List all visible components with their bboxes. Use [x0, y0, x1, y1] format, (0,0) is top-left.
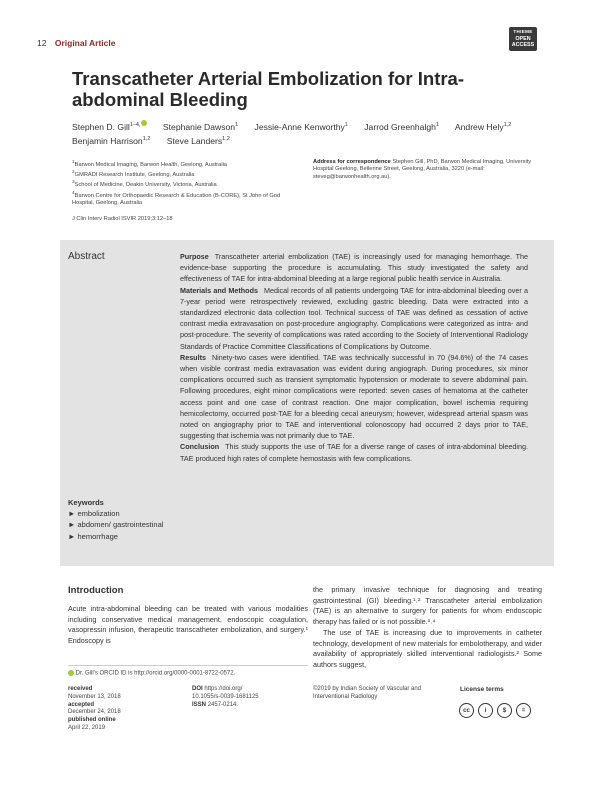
correspondence-text: Stephen Gill, PhD, Barwon Medical Imaging, University Hospital Geelong, Bellerine Street, Geelong, Australia, 3220 (e-mail: steveg@barwonhealth.org.au).	[313, 159, 532, 180]
orcid-icon	[68, 670, 74, 676]
intro-right-column: the primary invasive technique for diagnosing and treating gastrointestinal (GI) bleeding.¹˒² Transcatheter arterial embolization (TAE) is an alternative to surgery for patients for whom endoscopic therapy has failed or is not possible.³˒⁴ The use of TAE is increasing due to improvements in catheter technology, development of new materials for embolotherapy, and wider availability of appropriately skilled interventional radiologists.² Some authors suggest,	[313, 585, 542, 669]
nc-icon: $	[497, 703, 512, 718]
badge-line2: ACCESS	[511, 42, 535, 49]
badge-publisher: THIEME	[513, 29, 533, 35]
license-heading: License terms	[460, 686, 504, 693]
correspondence-label: Address for correspondence	[313, 159, 391, 165]
section-label: Original Article	[54, 38, 116, 48]
keyword: ► hemorrhage	[68, 531, 118, 541]
journal-citation: J Clin Interv Radiol ISVIR 2019;3:12–18	[72, 216, 173, 222]
copyright: ©2019 by Indian Society of Vascular and Interventional Radiology	[313, 686, 422, 700]
orcid-icon[interactable]	[141, 120, 147, 126]
keywords	[68, 497, 168, 542]
abstract-body	[180, 251, 528, 464]
doi-issn: DOI https://doi.org/ 10.1055/s-0039-1681125 ISSN 2457-0214.	[192, 686, 259, 708]
article-title: Transcatheter Arterial Embolization for Intra-abdominal Bleeding	[72, 68, 465, 110]
keyword: ► embolization	[68, 509, 120, 519]
abstract-section: Conclusion This study supports the use of TAE for a diverse range of cases of intra-abdominal bleeding. TAE produced high rates of complete hemostasis with few complications.	[180, 442, 528, 463]
author: Stephen D. Gill$^{1-4,}$	[72, 122, 147, 132]
cc-icon: cc	[459, 703, 474, 718]
open-access-badge	[509, 27, 537, 51]
by-icon: i	[478, 703, 493, 718]
author: Steve Landers$^{1,2}$	[166, 136, 230, 147]
author: Jessie-Anne Kenworthy$^1$	[254, 121, 348, 132]
orcid-footnote: Dr. Gill's ORCID ID is http://orcid.org/0000-0001-8722-0572.	[68, 665, 308, 677]
author: Stephanie Dawson$^1$	[162, 121, 239, 132]
keyword: ► abdomen/ gastrointestinal	[68, 520, 164, 530]
page-number: 12	[37, 38, 47, 48]
affiliation: $^2$GMRADI Research Institute, Geelong, Australia	[72, 170, 195, 179]
doi-link[interactable]: https://doi.org/	[204, 686, 243, 692]
author: Jarrod Greenhalgh$^1$	[364, 121, 439, 132]
author: Benjamin Harrison$^{1,2}$	[72, 136, 151, 147]
article-history: received November 13, 2018 accepted December 24, 2018 published online April 22, 2019	[68, 686, 121, 731]
affiliations	[72, 159, 302, 207]
keywords-heading: Keywords	[68, 498, 104, 507]
author: Andrew Hely$^{1,2}$	[454, 121, 512, 132]
affiliation: $^1$Barwon Medical Imaging, Barwon Health, Geelong, Australia	[72, 160, 228, 168]
correspondence	[313, 159, 543, 181]
author-list	[72, 119, 552, 148]
nd-icon: =	[516, 703, 531, 718]
affiliation: $^4$Barwon Centre for Orthopaedic Research & Education (B-CORE), St John of God Hospital, Geelong, Australia	[72, 190, 281, 206]
abstract-section: Purpose Transcatheter arterial embolization (TAE) is increasingly used for managing hemorrhage. The evidence-base supporting the procedure is accumulating. This study investigated the safety and effectiveness of TAE for intra-abdominal bleeding at a large regional public health service in Australia.	[180, 252, 528, 284]
abstract-section: Materials and Methods Medical records of all patients undergoing TAE for intra-abdominal bleeding over a 7-year period were retrospectively reviewed, excluding gastric bleeding. Data were extracted into a standardized electronic data collection tool. Technical success of TAE was defined as cessation of active contrast media extravasation on post-procedure angiography. Complications were categorized as intra- and post-procedure. The severity of complications was rated according to the Society of Interventional Radiology Standards of Practice Committee Classifications of Complications by Outcome.	[180, 285, 528, 351]
intro-left-column: Acute intra-abdominal bleeding can be treated with various modalities including conservative medical management, endoscopic coagulation, vasopressin infusion, therapeutic transcatheter embolization, and surgery.¹ Endoscopy is	[68, 604, 308, 646]
intro-heading: Introduction	[68, 585, 124, 596]
affiliation: $^3$School of Medicine, Deakin University, Victoria, Australia	[72, 180, 217, 189]
license-icons	[459, 703, 541, 719]
running-header	[37, 38, 115, 48]
badge-line1: OPEN	[515, 35, 531, 42]
abstract-heading: Abstract	[68, 251, 105, 262]
abstract-section: Results Ninety-two cases were identified. TAE was technically successful in 70 (94.6%) of the 74 cases when visible contrast media extravasation was evident during angiograph. During procedures, six minor complications occurred such as transient symptomatic hypotension or moderate to severe abdominal pain. Following procedures, eight minor complications were reported: seven cases of hematoma at the catheter access point and one case of contrast reaction. One major complication, bowel ischemia requiring hemicolectomy, occurred post-TAE for a bleeding cecal aneurysm; however, widespread arterial spasm was noted on angiography prior to TAE and interventional colonoscopy had occurred 2 days prior to TAE, suggesting that ischemia was not primarily due to TAE.	[180, 352, 528, 441]
